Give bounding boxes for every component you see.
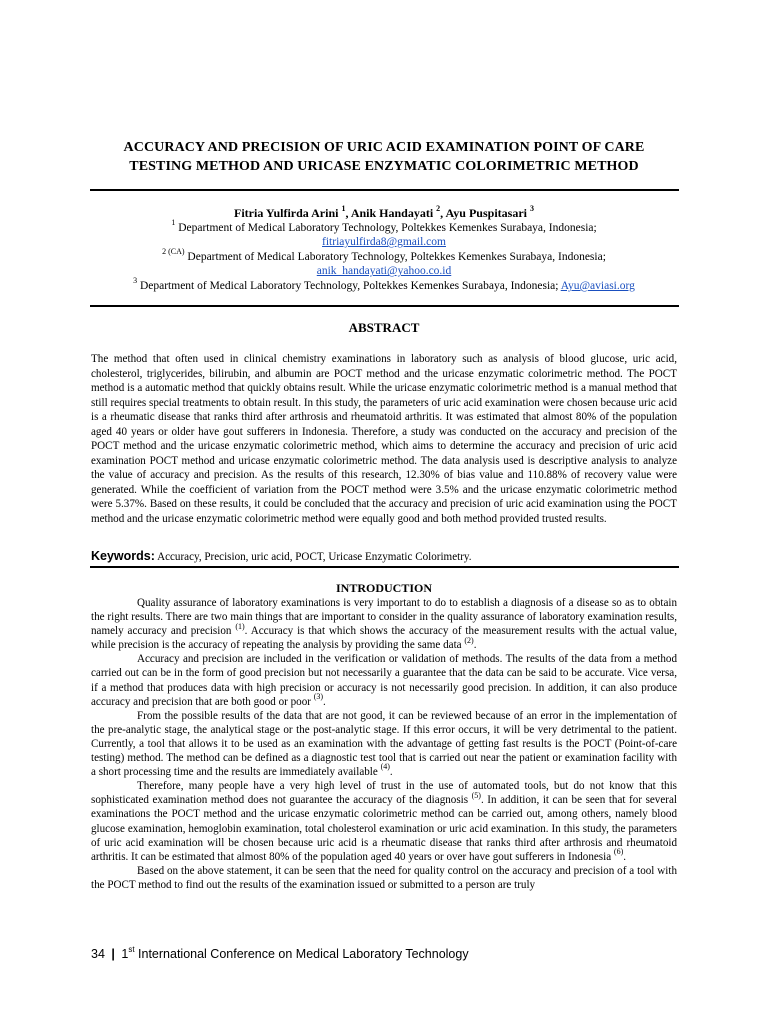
citation: (4)	[380, 762, 390, 772]
footer-conference: International Conference on Medical Laboratory Technology	[134, 947, 469, 961]
affiliation-1-text: Department of Medical Laboratory Technology, Poltekkes Kemenkes Surabaya, Indonesia;	[175, 221, 597, 234]
intro-paragraph-1: Quality assurance of laboratory examinations is very important to do to establish a diagnosis of a disease so as to obtain the right results. There are two main things that are important to consider in the quality assurance of laboratory examination results, namely accuracy and precision $^{(1)}$. Accuracy is that which shows the accuracy of the measurement results with the actual value, while precision is the accuracy of repeating the analysis by providing the same data $^{(2)}$.	[91, 597, 678, 652]
keywords-label: Keywords:	[91, 549, 155, 563]
affiliation-2-text: Department of Medical Laboratory Technology, Poltekkes Kemenkes Surabaya, Indonesia;	[184, 250, 606, 263]
email-link-3[interactable]: Ayu@aviasi.org	[560, 279, 635, 292]
page-footer	[91, 944, 469, 961]
author-2: Anik Handayati	[350, 206, 434, 220]
keywords-text: Accuracy, Precision, uric acid, POCT, Uricase Enzymatic Colorimetry.	[154, 551, 472, 563]
affiliation-2-sup: 2 (CA)	[162, 246, 185, 256]
author-3-sup: 3	[529, 204, 534, 213]
author-3: Ayu Puspitasari	[445, 206, 527, 220]
citation: (1)	[235, 621, 245, 631]
citation: (3)	[313, 691, 324, 701]
affiliation-2	[80, 246, 688, 265]
affiliation-1-sup: 1	[171, 217, 176, 227]
authors-block	[80, 206, 688, 294]
citation: (5)	[471, 790, 481, 800]
intro-paragraph-5: Based on the above statement, it can be seen that the need for quality control on the accuracy and precision of a tool with the POCT method to find out the results of the examination issued or submitted to a person are truly	[91, 864, 677, 891]
page-number: 34	[91, 947, 105, 961]
paper-title-line1: ACCURACY AND PRECISION OF URIC ACID EXAMINATION POINT OF CARE	[123, 140, 645, 155]
affiliation-3-sup: 3	[133, 276, 138, 286]
title-divider	[90, 189, 679, 191]
author-names: Fitria Yulfirda Arini $^1$, Anik Handayati $^2$, Ayu Puspitasari $^3$	[234, 204, 534, 220]
email-link-2[interactable]: anik_handayati@yahoo.co.id	[316, 265, 452, 278]
footer-ordinal-sup: st	[128, 944, 135, 954]
footer-ordinal: 1	[121, 947, 129, 961]
citation: (2)	[464, 635, 474, 645]
citation: (6)	[613, 847, 624, 856]
abstract-body: The method that often used in clinical chemistry examinations in laboratory such as analysis of blood glucose, uric acid, cholesterol, triglycerides, bilirubin, and albumin are POCT method and the uricase enzymatic colorimetric method. The POCT method is a automatic method that quickly obtains result. While the uricase enzymatic colorimetric method is a manual method that still requires special treatments to obtain result. In this study, the parameters of uric acid examination were chosen because uric acid is a rheumatic disease that ranks third after arthrosis and rheumatoid arthritis. It was estimated that almost 80% of the population aged 40 years or older have gout sufferers in Indonesia. Therefore, a study was conducted on the accuracy and precision of the POCT method and the uricase enzymatic colorimetric method, which aims to determine the accuracy and precision of uric acid examination POCT method and uricase enzymatic colorimetric method. The data analysis used is descriptive analysis to analyze the value of accuracy and precision. As the results of this research, 12.30% of bias value and 110.88% of recovery value were generated. While the coefficient of variation from the POCT method were 3.5% and the uricase enzymatic colorimetric method were 5.37%. Based on these results, it could be concluded that the accuracy and precision of uric acid examination using the POCT method and the uricase enzymatic colorimetric method were equally good and both method provided trusted results.	[91, 353, 677, 525]
author-1-sup: 1	[341, 204, 346, 213]
affiliation-3-text: Department of Medical Laboratory Technology, Poltekkes Kemenkes Surabaya, Indonesia;	[137, 279, 561, 292]
affiliation-1	[80, 217, 688, 236]
paper-title	[60, 138, 708, 176]
intro-paragraph-3: From the possible results of the data that are not good, it can be reviewed because of an error in the implementation of the pre-analytic stage, the analytical stage or the post-analytic stage. If this error occurs, it will be very detrimental to the patient. Currently, a tool that allows it to be used as an examination with the advantage of getting fast results is the POCT (Point-of-care testing) method. The method can be defined as a diagnostic test tool that is carried out near the patient or examination facility with a short processing time and the results are immediately available $^{(4)}$.	[91, 709, 677, 779]
paper-title-line2: TESTING METHOD AND URICASE ENZYMATIC COLORIMETRIC METHOD	[129, 159, 639, 174]
intro-paragraph-4: Therefore, many people have a very high level of trust in the use of automated tools, but do not know that this sophisticated examination method does not guarantee the accuracy of the diagnosis $^{(5)}$. In addition, it can be seen that for several examinations the POCT method and the uricase enzymatic colorimetric method can be carried out, among others, namely blood glucose examination, hemoglobin examination, total cholesterol examination or uric acid examination. In this study, the parameters of uric acid examination will be chosen because uric acid is a rheumatic disease that ranks third after arthrosis and rheumatoid arthritis. It can be estimated that almost 80% of the population aged 40 years or over have gout sufferers in Indonesia $^{(6)}$.	[91, 780, 677, 863]
footer-separator: |	[111, 947, 115, 961]
author-1: Fitria Yulfirda Arini	[234, 206, 339, 220]
keywords-divider	[90, 566, 679, 568]
authors-divider	[90, 305, 679, 307]
affiliation-3	[80, 276, 688, 294]
keywords-line	[91, 549, 681, 565]
introduction-body	[91, 596, 677, 892]
abstract-heading: ABSTRACT	[348, 320, 420, 335]
author-2-sup: 2	[436, 204, 441, 213]
intro-paragraph-2: Accuracy and precision are included in the verification or validation of methods. The results of the data from a method carried out can be in the form of good precision but not necessarily a guarantee that the data can be said to be accurate. Vice versa, if a method that produces data with high precision or accuracy is not necessarily good precision. In addition, it can also produce accuracy and precision that are both good or poor $^{(3)}$.	[91, 653, 677, 708]
email-link-1[interactable]: fitriayulfirda8@gmail.com	[322, 236, 446, 249]
introduction-heading: INTRODUCTION	[335, 581, 432, 595]
